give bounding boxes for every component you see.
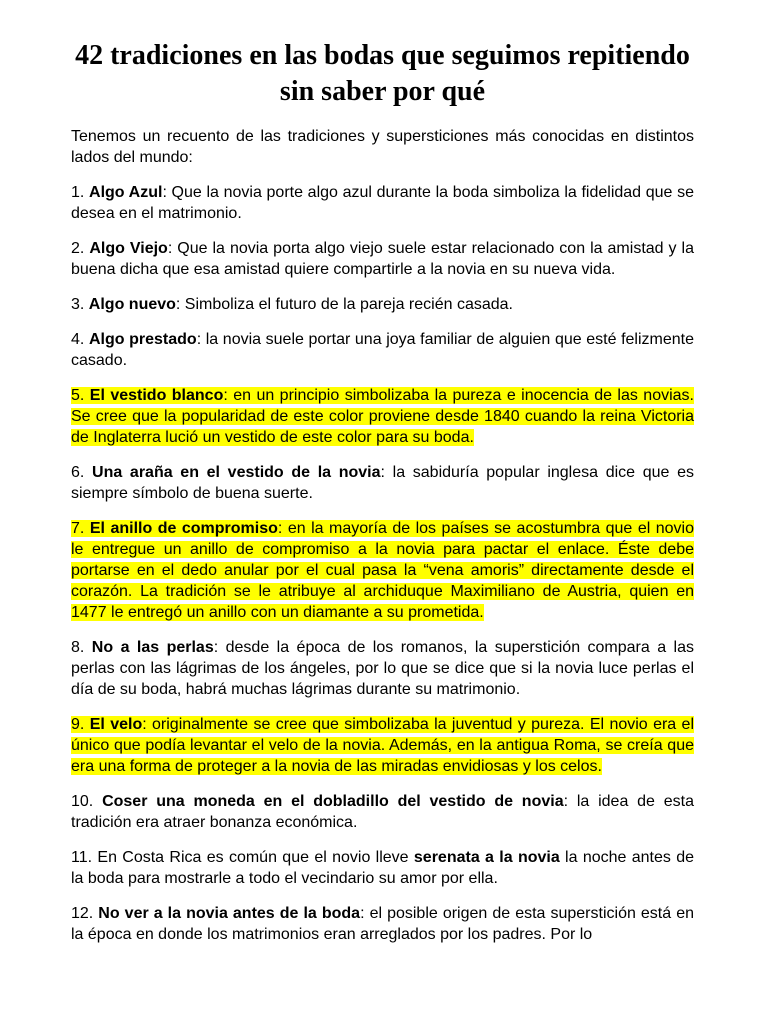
item-number: 10.: [71, 793, 94, 810]
list-item: [71, 903, 694, 945]
item-number: 11.: [71, 849, 93, 866]
highlighted-text: [71, 520, 694, 621]
item-term: Coser una moneda en el dobladillo del vestido de novia: [102, 793, 564, 810]
list-item: [71, 462, 694, 504]
item-text: la noche antes de la boda para mostrarle a todo el vecindario su amor por ella.: [71, 849, 695, 887]
item-term: El vestido blanco: [89, 387, 224, 404]
highlighted-text: [71, 716, 694, 775]
intro-paragraph: Tenemos un recuento de las tradiciones y supersticiones más conocidas en distintos lados del mundo:: [71, 128, 694, 166]
list-item-highlighted: [71, 385, 694, 448]
list-item: [71, 847, 694, 889]
item-number: 2.: [71, 240, 85, 257]
list-item: [71, 182, 694, 224]
item-term: No a las perlas: [91, 639, 214, 656]
item-text: : el posible origen de esta superstición está en la época en donde los matrimonios eran arreglados por los padres. Por lo: [71, 905, 694, 943]
item-term: El velo: [89, 716, 143, 733]
item-text: : Simboliza el futuro de la pareja recién casada.: [175, 296, 513, 313]
document-title: 42 tradiciones en las bodas que seguimos repitiendo sin saber por qué: [75, 40, 690, 107]
item-number: 8.: [71, 639, 85, 656]
item-text: : desde la época de los romanos, la superstición compara a las perlas con las lágrimas de los ángeles, por lo que se dice que si la novia luce perlas el día de su boda, habrá muchas lágrimas durante su matrimonio.: [71, 639, 695, 698]
list-item-highlighted: [71, 518, 694, 623]
item-text: : originalmente se cree que simbolizaba la juventud y pureza. El novio era el único que podía levantar el velo de la novia. Además, en la antigua Roma, se creía que era una forma de proteger a la novia de las miradas envidiosas y los celos.: [71, 716, 695, 775]
item-term: Algo Viejo: [89, 240, 168, 257]
item-number: 4.: [71, 331, 85, 348]
list-item-highlighted: [71, 714, 694, 777]
item-term: Algo Azul: [89, 184, 163, 201]
item-text: : la idea de esta tradición era atraer bonanza económica.: [71, 793, 694, 831]
item-text: : en un principio simbolizaba la pureza e inocencia de las novias. Se cree que la popularidad de este color proviene desde 1840 cuando la reina Victoria de Inglaterra lució un vestido de este color para su boda.: [71, 387, 694, 446]
item-number: 12.: [71, 905, 94, 922]
list-item: [71, 238, 694, 280]
item-term: serenata a la novia: [413, 849, 560, 866]
item-number: 7.: [71, 520, 85, 537]
item-term: El anillo de compromiso: [89, 520, 278, 537]
item-text: : en la mayoría de los países se acostumbra que el novio le entregue un anillo de compromiso a la novia para pactar el enlace. Éste debe portarse en el dedo anular por el cual pasa la “vena amoris” directamente desde el corazón. La tradición se le atribuye al archiduque Maximiliano de Austria, quien en 1477 le entregó un anillo con un diamante a su prometida.: [71, 520, 695, 621]
list-item: [71, 329, 694, 371]
item-term: Algo prestado: [88, 331, 197, 348]
item-term: Algo nuevo: [88, 296, 176, 313]
list-item: [71, 637, 694, 700]
list-item: [71, 791, 694, 833]
item-term: No ver a la novia antes de la boda: [98, 905, 361, 922]
item-number: 6.: [71, 464, 85, 481]
item-text: : la sabiduría popular inglesa dice que es siempre símbolo de buena suerte.: [71, 464, 695, 502]
item-text: : Que la novia porta algo viejo suele estar relacionado con la amistad y la buena dicha que esa amistad quiere compartirle a la novia en su nueva vida.: [71, 240, 694, 278]
highlighted-text: [71, 387, 694, 446]
list-item: [71, 294, 694, 315]
item-term: Una araña en el vestido de la novia: [92, 464, 381, 481]
item-text: : la novia suele portar una joya familiar de alguien que esté felizmente casado.: [71, 331, 695, 369]
item-number: 1.: [71, 184, 85, 201]
item-text: : Que la novia porte algo azul durante la boda simboliza la fidelidad que se desea en el matrimonio.: [71, 184, 695, 222]
item-number: 3.: [71, 296, 85, 313]
item-number: 9.: [71, 716, 85, 733]
item-pre-text: En Costa Rica es común que el novio lleve: [97, 849, 414, 866]
item-number: 5.: [71, 387, 85, 404]
